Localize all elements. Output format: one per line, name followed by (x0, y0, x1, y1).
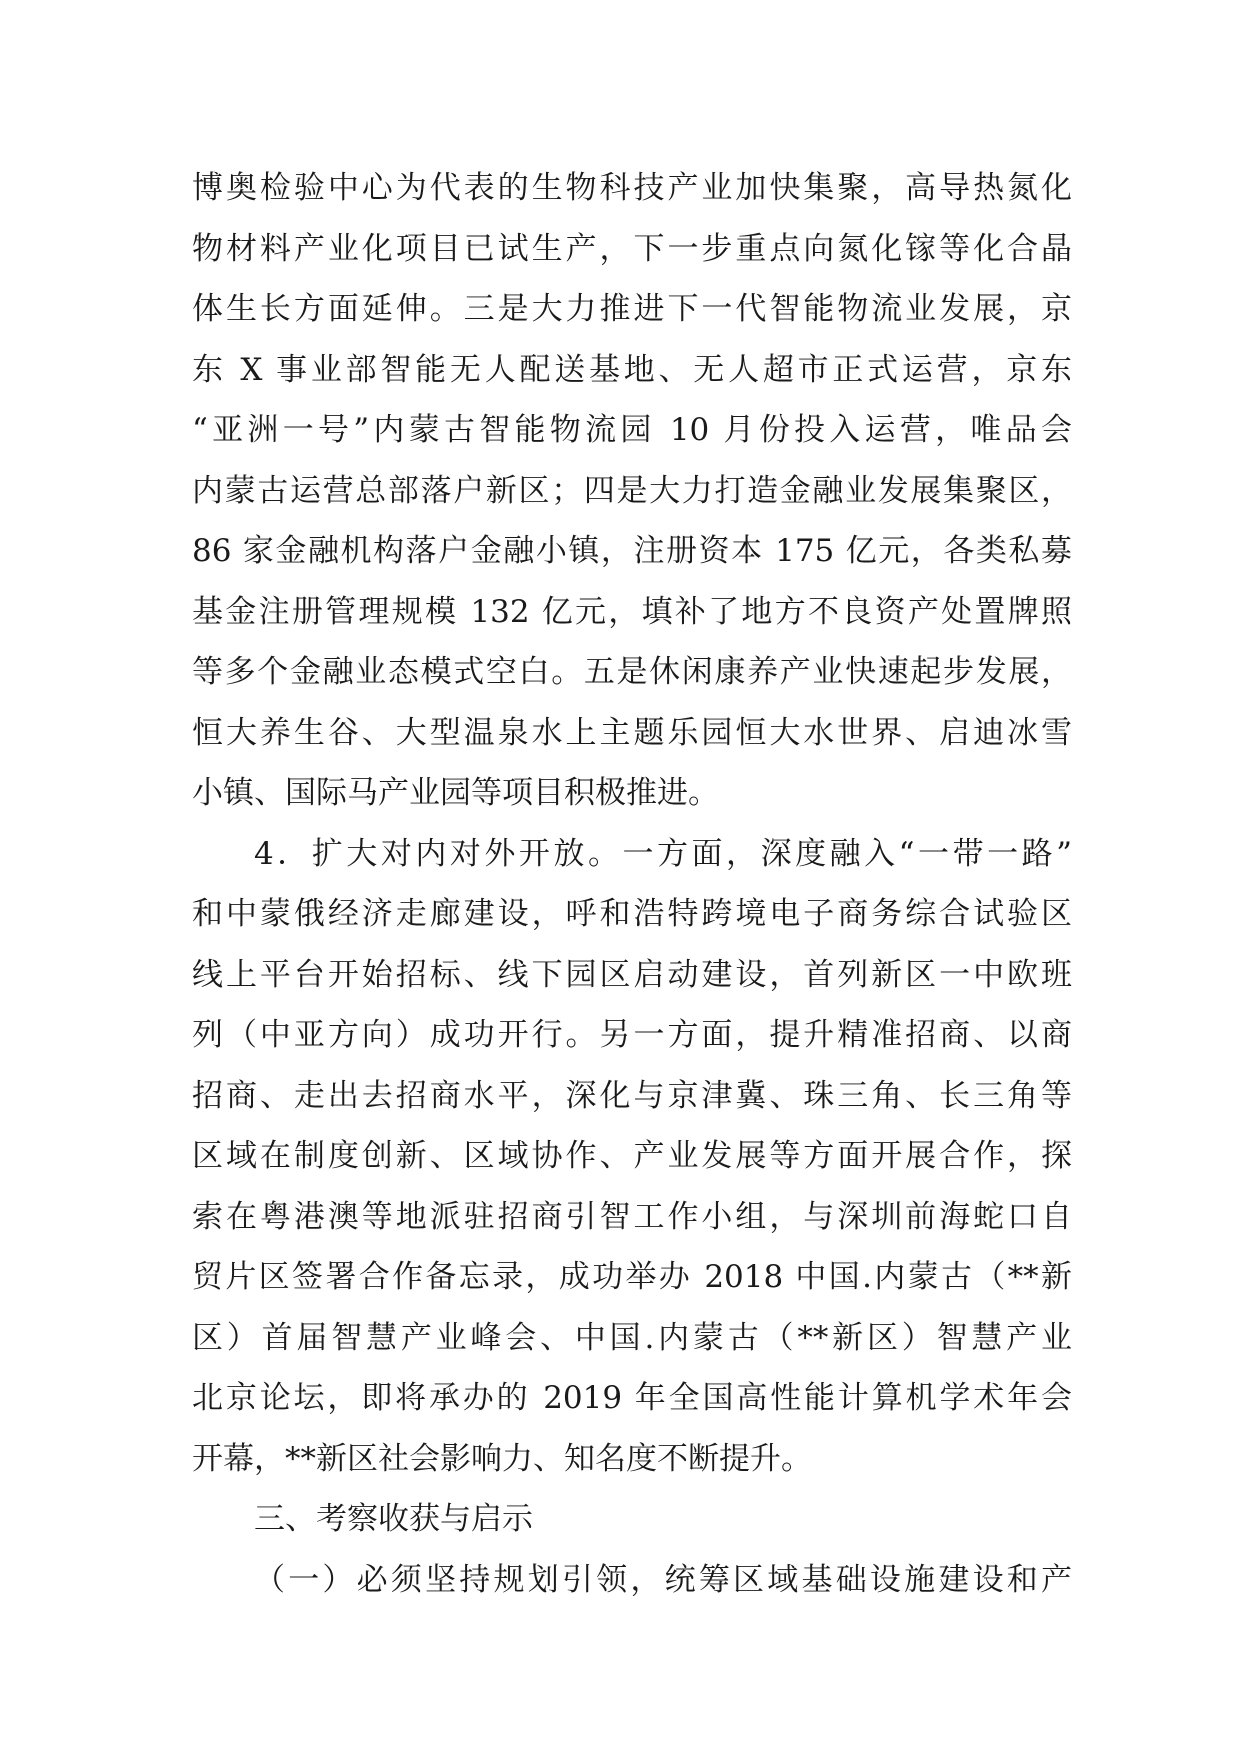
paragraph-line: 恒大养生谷、大型温泉水上主题乐园恒大水世界、启迪冰雪 (192, 714, 1072, 751)
paragraph-line: 贸片区签署合作备忘录，成功举办 2018 中国.内蒙古（**新 (192, 1259, 1072, 1295)
paragraph-line: 北京论坛，即将承办的 2019 年全国高性能计算机学术年会 (192, 1380, 1072, 1416)
paragraph-line: 区）首届智慧产业峰会、中国.内蒙古（**新区）智慧产业 (192, 1319, 1072, 1356)
paragraph-line: 小镇、国际马产业园等项目积极推进。 (192, 775, 719, 811)
paragraph-line: 等多个金融业态模式空白。五是休闲康养产业快速起步发展， (192, 654, 1072, 690)
paragraph-line: 和中蒙俄经济走廊建设，呼和浩特跨境电子商务综合试验区 (192, 896, 1072, 932)
paragraph-line: 招商、走出去招商水平，深化与京津冀、珠三角、长三角等 (192, 1077, 1072, 1114)
paragraph-line: 基金注册管理规模 132 亿元，填补了地方不良资产处置牌照 (192, 593, 1072, 630)
paragraph-line: 86 家金融机构落户金融小镇，注册资本 175 亿元，各类私募 (192, 533, 1072, 569)
paragraph-line: 体生长方面延伸。三是大力推进下一代智能物流业发展，京 (192, 291, 1072, 327)
section-heading-line: 4．扩大对内对外开放。一方面，深度融入“一带一路” (254, 835, 1072, 872)
paragraph-line: 内蒙古运营总部落户新区；四是大力打造金融业发展集聚区， (192, 472, 1072, 509)
section-heading: 三、考察收获与启示 (254, 1501, 533, 1537)
paragraph-line: 东 X 事业部智能无人配送基地、无人超市正式运营，京东 (192, 351, 1072, 388)
paragraph-line: 列（中亚方向）成功开行。另一方面，提升精准招商、以商 (192, 1017, 1072, 1053)
paragraph-line: 区域在制度创新、区域协作、产业发展等方面开展合作，探 (192, 1138, 1072, 1174)
paragraph-line: 线上平台开始招标、线下园区启动建设，首列新区一中欧班 (192, 956, 1072, 993)
paragraph-line: 开幕，**新区社会影响力、知名度不断提升。 (192, 1440, 812, 1477)
paragraph-line: 物材料产业化项目已试生产，下一步重点向氮化镓等化合晶 (192, 230, 1072, 267)
paragraph-line: 索在粤港澳等地派驻招商引智工作小组，与深圳前海蛇口自 (192, 1198, 1072, 1235)
body-text (192, 158, 1072, 1610)
paragraph-line: 博奥检验中心为代表的生物科技产业加快集聚，高导热氮化 (192, 170, 1072, 206)
subsection-heading: （一）必须坚持规划引领，统筹区域基础设施建设和产 (254, 1561, 1072, 1598)
paragraph-line: “亚洲一号”内蒙古智能物流园 10 月份投入运营，唯品会 (192, 412, 1072, 448)
